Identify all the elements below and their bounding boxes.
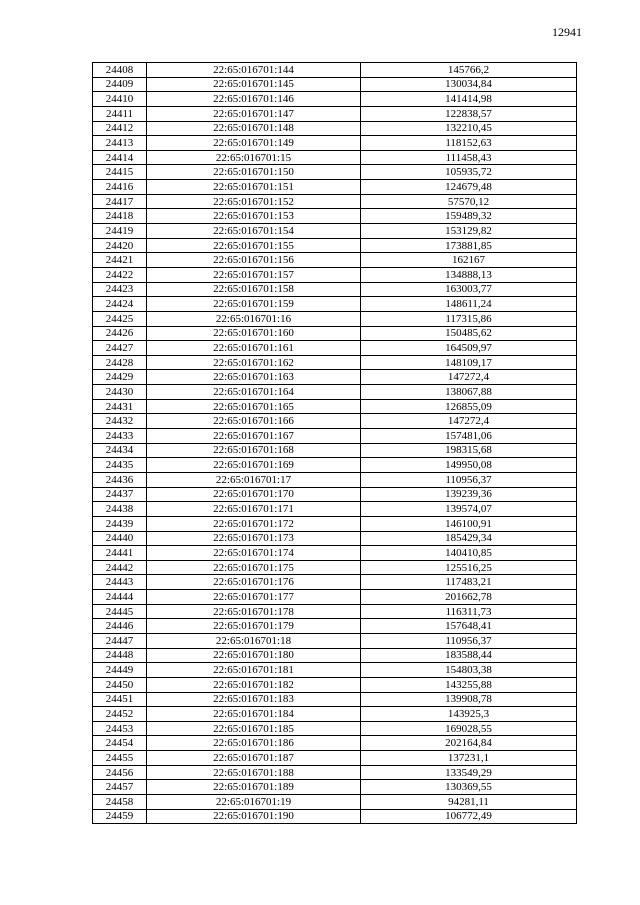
value-cell: 139239,36 <box>361 487 577 502</box>
row-number-cell: 24424 <box>93 297 147 312</box>
value-cell: 118152,63 <box>361 136 577 151</box>
cadastral-number-cell: 22:65:016701:150 <box>147 165 361 180</box>
cadastral-number-cell: 22:65:016701:188 <box>147 765 361 780</box>
cadastral-number-cell: 22:65:016701:162 <box>147 355 361 370</box>
cadastral-number-cell: 22:65:016701:182 <box>147 677 361 692</box>
row-number-cell: 24438 <box>93 502 147 517</box>
value-cell: 148109,17 <box>361 355 577 370</box>
row-number-cell: 24446 <box>93 619 147 634</box>
value-cell: 150485,62 <box>361 326 577 341</box>
cadastral-number-cell: 22:65:016701:174 <box>147 546 361 561</box>
row-number-cell: 24426 <box>93 326 147 341</box>
cadastral-number-cell: 22:65:016701:173 <box>147 531 361 546</box>
table-row <box>93 721 577 736</box>
table-row <box>93 150 577 165</box>
cadastral-number-cell: 22:65:016701:19 <box>147 795 361 810</box>
row-number-cell: 24435 <box>93 458 147 473</box>
value-cell: 138067,88 <box>361 385 577 400</box>
row-number-cell: 24422 <box>93 267 147 282</box>
value-cell: 169028,55 <box>361 721 577 736</box>
table-row <box>93 370 577 385</box>
value-cell: 140410,85 <box>361 546 577 561</box>
cadastral-number-cell: 22:65:016701:156 <box>147 253 361 268</box>
cadastral-number-cell: 22:65:016701:17 <box>147 472 361 487</box>
row-number-cell: 24457 <box>93 780 147 795</box>
cadastral-number-cell: 22:65:016701:166 <box>147 414 361 429</box>
cadastral-number-cell: 22:65:016701:185 <box>147 721 361 736</box>
table-row <box>93 487 577 502</box>
cadastral-number-cell: 22:65:016701:159 <box>147 297 361 312</box>
row-number-cell: 24419 <box>93 224 147 239</box>
value-cell: 146100,91 <box>361 516 577 531</box>
value-cell: 159489,32 <box>361 209 577 224</box>
cadastral-number-cell: 22:65:016701:178 <box>147 604 361 619</box>
table-row <box>93 180 577 195</box>
value-cell: 125516,25 <box>361 560 577 575</box>
cadastral-number-cell: 22:65:016701:175 <box>147 560 361 575</box>
table-row <box>93 663 577 678</box>
table-row <box>93 604 577 619</box>
value-cell: 106772,49 <box>361 809 577 824</box>
table-row <box>93 648 577 663</box>
value-cell: 132210,45 <box>361 121 577 136</box>
cadastral-number-cell: 22:65:016701:146 <box>147 92 361 107</box>
row-number-cell: 24442 <box>93 560 147 575</box>
value-cell: 147272,4 <box>361 370 577 385</box>
cadastral-number-cell: 22:65:016701:155 <box>147 238 361 253</box>
value-cell: 57570,12 <box>361 194 577 209</box>
row-number-cell: 24459 <box>93 809 147 824</box>
cadastral-number-cell: 22:65:016701:183 <box>147 692 361 707</box>
cadastral-number-cell: 22:65:016701:161 <box>147 341 361 356</box>
value-cell: 154803,38 <box>361 663 577 678</box>
row-number-cell: 24439 <box>93 516 147 531</box>
cadastral-number-cell: 22:65:016701:147 <box>147 106 361 121</box>
value-cell: 183588,44 <box>361 648 577 663</box>
table-row <box>93 795 577 810</box>
row-number-cell: 24430 <box>93 385 147 400</box>
row-number-cell: 24427 <box>93 341 147 356</box>
row-number-cell: 24441 <box>93 546 147 561</box>
value-cell: 130034,84 <box>361 77 577 92</box>
table-row <box>93 385 577 400</box>
value-cell: 202164,84 <box>361 736 577 751</box>
value-cell: 173881,85 <box>361 238 577 253</box>
cadastral-number-cell: 22:65:016701:184 <box>147 707 361 722</box>
cadastral-number-cell: 22:65:016701:164 <box>147 385 361 400</box>
table-row <box>93 355 577 370</box>
value-cell: 116311,73 <box>361 604 577 619</box>
cadastral-number-cell: 22:65:016701:144 <box>147 63 361 78</box>
table-row <box>93 590 577 605</box>
value-cell: 149950,08 <box>361 458 577 473</box>
value-cell: 110956,37 <box>361 472 577 487</box>
cadastral-number-cell: 22:65:016701:145 <box>147 77 361 92</box>
value-cell: 137231,1 <box>361 751 577 766</box>
value-cell: 198315,68 <box>361 443 577 458</box>
table-row <box>93 736 577 751</box>
table-row <box>93 546 577 561</box>
value-cell: 94281,11 <box>361 795 577 810</box>
row-number-cell: 24408 <box>93 63 147 78</box>
table-body <box>93 63 577 824</box>
row-number-cell: 24415 <box>93 165 147 180</box>
row-number-cell: 24433 <box>93 429 147 444</box>
cadastral-number-cell: 22:65:016701:15 <box>147 150 361 165</box>
cadastral-number-cell: 22:65:016701:149 <box>147 136 361 151</box>
table-row <box>93 399 577 414</box>
row-number-cell: 24444 <box>93 590 147 605</box>
table-row <box>93 619 577 634</box>
cadastral-number-cell: 22:65:016701:169 <box>147 458 361 473</box>
cadastral-number-cell: 22:65:016701:177 <box>147 590 361 605</box>
row-number-cell: 24410 <box>93 92 147 107</box>
value-cell: 117315,86 <box>361 311 577 326</box>
row-number-cell: 24425 <box>93 311 147 326</box>
row-number-cell: 24453 <box>93 721 147 736</box>
value-cell: 157648,41 <box>361 619 577 634</box>
value-cell: 143255,88 <box>361 677 577 692</box>
table-row <box>93 765 577 780</box>
row-number-cell: 24428 <box>93 355 147 370</box>
table-row <box>93 502 577 517</box>
value-cell: 143925,3 <box>361 707 577 722</box>
cadastral-number-cell: 22:65:016701:170 <box>147 487 361 502</box>
row-number-cell: 24454 <box>93 736 147 751</box>
row-number-cell: 24417 <box>93 194 147 209</box>
row-number-cell: 24449 <box>93 663 147 678</box>
value-cell: 105935,72 <box>361 165 577 180</box>
row-number-cell: 24413 <box>93 136 147 151</box>
row-number-cell: 24458 <box>93 795 147 810</box>
cadastral-number-cell: 22:65:016701:148 <box>147 121 361 136</box>
table-row <box>93 209 577 224</box>
table-row <box>93 707 577 722</box>
row-number-cell: 24434 <box>93 443 147 458</box>
cadastral-number-cell: 22:65:016701:167 <box>147 429 361 444</box>
page-number: 12941 <box>552 25 582 39</box>
cadastral-number-cell: 22:65:016701:158 <box>147 282 361 297</box>
value-cell: 130369,55 <box>361 780 577 795</box>
table-row <box>93 677 577 692</box>
value-cell: 117483,21 <box>361 575 577 590</box>
row-number-cell: 24443 <box>93 575 147 590</box>
table-row <box>93 267 577 282</box>
row-number-cell: 24456 <box>93 765 147 780</box>
table-row <box>93 165 577 180</box>
table-row <box>93 429 577 444</box>
cadastral-number-cell: 22:65:016701:152 <box>147 194 361 209</box>
table-row <box>93 516 577 531</box>
cadastral-number-cell: 22:65:016701:18 <box>147 633 361 648</box>
table-row <box>93 136 577 151</box>
cadastral-number-cell: 22:65:016701:16 <box>147 311 361 326</box>
value-cell: 163003,77 <box>361 282 577 297</box>
cadastral-number-cell: 22:65:016701:187 <box>147 751 361 766</box>
cadastral-number-cell: 22:65:016701:154 <box>147 224 361 239</box>
row-number-cell: 24414 <box>93 150 147 165</box>
table-row <box>93 692 577 707</box>
table-row <box>93 326 577 341</box>
row-number-cell: 24447 <box>93 633 147 648</box>
row-number-cell: 24436 <box>93 472 147 487</box>
cadastral-number-cell: 22:65:016701:168 <box>147 443 361 458</box>
row-number-cell: 24450 <box>93 677 147 692</box>
value-cell: 157481,06 <box>361 429 577 444</box>
table-row <box>93 472 577 487</box>
row-number-cell: 24448 <box>93 648 147 663</box>
table-row <box>93 575 577 590</box>
value-cell: 145766,2 <box>361 63 577 78</box>
row-number-cell: 24421 <box>93 253 147 268</box>
table-row <box>93 780 577 795</box>
cadastral-number-cell: 22:65:016701:172 <box>147 516 361 531</box>
row-number-cell: 24431 <box>93 399 147 414</box>
value-cell: 110956,37 <box>361 633 577 648</box>
row-number-cell: 24416 <box>93 180 147 195</box>
value-cell: 148611,24 <box>361 297 577 312</box>
table-row <box>93 458 577 473</box>
table-row <box>93 77 577 92</box>
table-row <box>93 92 577 107</box>
row-number-cell: 24411 <box>93 106 147 121</box>
row-number-cell: 24445 <box>93 604 147 619</box>
row-number-cell: 24440 <box>93 531 147 546</box>
table-row <box>93 224 577 239</box>
cadastral-number-cell: 22:65:016701:181 <box>147 663 361 678</box>
table-row <box>93 414 577 429</box>
table-row <box>93 121 577 136</box>
cadastral-number-cell: 22:65:016701:171 <box>147 502 361 517</box>
table-row <box>93 633 577 648</box>
cadastral-number-cell: 22:65:016701:157 <box>147 267 361 282</box>
cadastral-number-cell: 22:65:016701:186 <box>147 736 361 751</box>
cadastral-number-cell: 22:65:016701:165 <box>147 399 361 414</box>
row-number-cell: 24429 <box>93 370 147 385</box>
row-number-cell: 24455 <box>93 751 147 766</box>
value-cell: 111458,43 <box>361 150 577 165</box>
value-cell: 122838,57 <box>361 106 577 121</box>
cadastral-number-cell: 22:65:016701:153 <box>147 209 361 224</box>
table-row <box>93 341 577 356</box>
value-cell: 133549,29 <box>361 765 577 780</box>
cadastral-number-cell: 22:65:016701:151 <box>147 180 361 195</box>
table-row <box>93 253 577 268</box>
value-cell: 162167 <box>361 253 577 268</box>
row-number-cell: 24423 <box>93 282 147 297</box>
row-number-cell: 24420 <box>93 238 147 253</box>
table-row <box>93 297 577 312</box>
value-cell: 134888,13 <box>361 267 577 282</box>
cadastral-value-table <box>92 62 577 824</box>
value-cell: 141414,98 <box>361 92 577 107</box>
value-cell: 153129,82 <box>361 224 577 239</box>
value-cell: 164509,97 <box>361 341 577 356</box>
value-cell: 201662,78 <box>361 590 577 605</box>
table-row <box>93 531 577 546</box>
cadastral-number-cell: 22:65:016701:179 <box>147 619 361 634</box>
table-row <box>93 63 577 78</box>
value-cell: 139908,78 <box>361 692 577 707</box>
value-cell: 124679,48 <box>361 180 577 195</box>
value-cell: 185429,34 <box>361 531 577 546</box>
table-row <box>93 311 577 326</box>
cadastral-number-cell: 22:65:016701:160 <box>147 326 361 341</box>
table-row <box>93 443 577 458</box>
row-number-cell: 24452 <box>93 707 147 722</box>
row-number-cell: 24432 <box>93 414 147 429</box>
cadastral-number-cell: 22:65:016701:189 <box>147 780 361 795</box>
cadastral-number-cell: 22:65:016701:176 <box>147 575 361 590</box>
table-row <box>93 106 577 121</box>
row-number-cell: 24451 <box>93 692 147 707</box>
value-cell: 126855,09 <box>361 399 577 414</box>
row-number-cell: 24437 <box>93 487 147 502</box>
cadastral-number-cell: 22:65:016701:190 <box>147 809 361 824</box>
row-number-cell: 24418 <box>93 209 147 224</box>
value-cell: 139574,07 <box>361 502 577 517</box>
table-row <box>93 194 577 209</box>
table-row <box>93 751 577 766</box>
table-row <box>93 238 577 253</box>
table-row <box>93 809 577 824</box>
table-row <box>93 282 577 297</box>
cadastral-number-cell: 22:65:016701:163 <box>147 370 361 385</box>
row-number-cell: 24412 <box>93 121 147 136</box>
value-cell: 147272,4 <box>361 414 577 429</box>
table-row <box>93 560 577 575</box>
cadastral-number-cell: 22:65:016701:180 <box>147 648 361 663</box>
row-number-cell: 24409 <box>93 77 147 92</box>
